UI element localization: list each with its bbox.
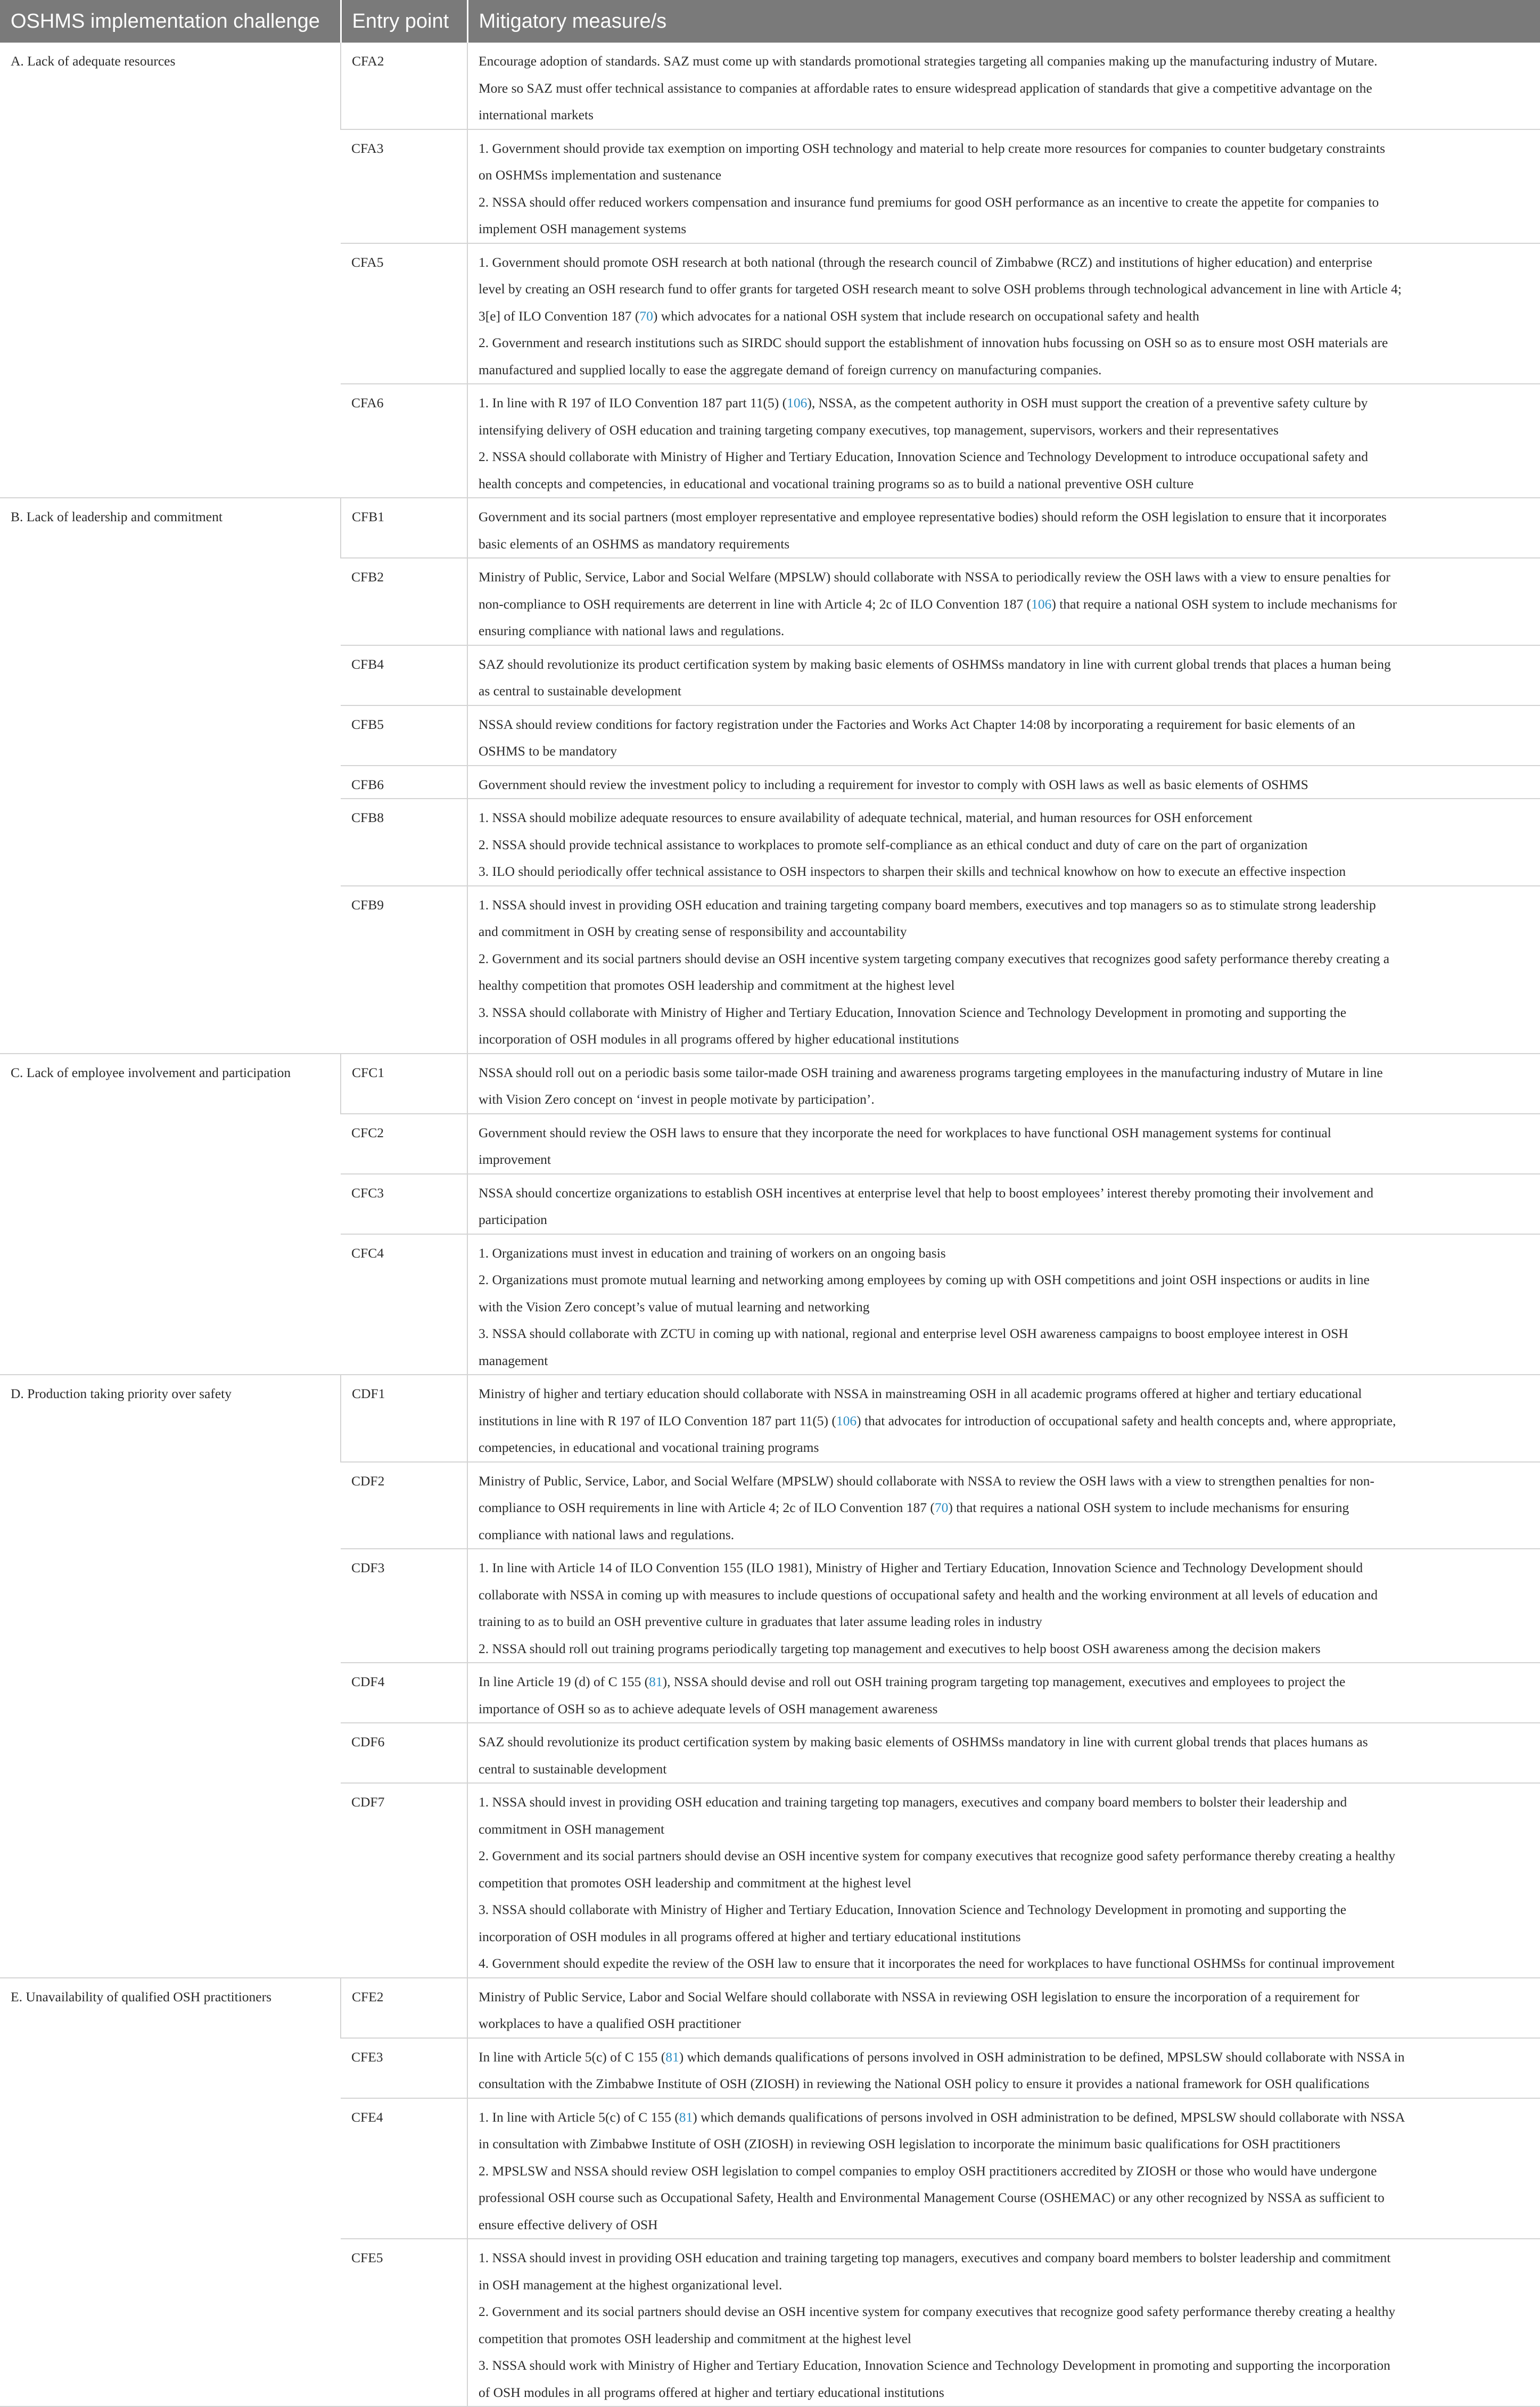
measure-text: competition that promotes OSH leadership and commitment at the highest level (479, 1875, 911, 1891)
measure-line (479, 771, 1534, 799)
challenge-cell: E. Unavailability of qualified OSH practitioners (0, 1978, 341, 2407)
measure-line (479, 2352, 1534, 2379)
measure-line (479, 804, 1534, 832)
measure-text: Government should review the investment policy to including a requirement for investor to comply with OSH laws as well as basic elements of OSHMS (479, 776, 1308, 792)
measure-text: 2. Government and its social partners should devise an OSH incentive system targeting company executives that recognizes good safety performance thereby creating a (479, 950, 1390, 966)
entry-point-cell: CFC4 (341, 1234, 467, 1375)
mitigatory-measure-cell (467, 498, 1540, 558)
measure-line (479, 357, 1534, 384)
measure-text: ), NSSA, as the competent authority in OSH must support the creation of a preventive safety culture by (807, 395, 1368, 410)
measure-text: incorporation of OSH modules in all programs offered at higher and tertiary educational institutions (479, 1928, 1021, 1944)
measure-line (479, 2326, 1534, 2353)
measure-line (479, 504, 1534, 531)
measure-line (479, 711, 1534, 738)
measure-text: ) that advocates for introduction of occupational safety and health concepts and, where appropriate, (857, 1412, 1396, 1428)
mitigatory-measure-cell (467, 1978, 1540, 2038)
measure-line (479, 1180, 1534, 1207)
mitigatory-measure-cell (467, 1723, 1540, 1783)
measure-line (479, 1729, 1534, 1756)
measure-line (479, 75, 1534, 102)
measure-line (479, 216, 1534, 243)
measure-text: 2. MPSLSW and NSSA should review OSH legislation to compel companies to employ OSH practitioners accredited by ZIOSH or those who would have undergone (479, 2163, 1377, 2179)
measure-line (479, 1555, 1534, 1582)
mitigatory-measure-cell (467, 645, 1540, 705)
measure-line (479, 1408, 1534, 1435)
measure-line (479, 591, 1534, 618)
measure-line (479, 918, 1534, 946)
entry-point-cell: CFC2 (341, 1114, 467, 1174)
reference-link[interactable]: 70 (934, 1500, 949, 1515)
measure-text: ) that require a national OSH system to include mechanisms for (1051, 596, 1397, 612)
measure-text: ), NSSA should devise and roll out OSH training program targeting top management, executives and employees to project the (662, 1674, 1346, 1689)
measure-text: 3. ILO should periodically offer technical assistance to OSH inspectors to sharpen their skills and technical knowhow on how to execute an effective inspection (479, 864, 1346, 879)
measure-line (479, 1434, 1534, 1461)
measure-line (479, 135, 1534, 162)
measure-text: NSSA should concertize organizations to establish OSH incentives at enterprise level that help to boost employees’ interest thereby promoting their involvement and (479, 1185, 1373, 1201)
measure-text: In line with Article 5(c) of C 155 ( (479, 2049, 666, 2065)
measure-line (479, 303, 1534, 330)
measure-line (479, 471, 1534, 498)
measure-text: competition that promotes OSH leadership and commitment at the highest level (479, 2330, 911, 2346)
entry-point-cell: CDF2 (341, 1462, 467, 1549)
mitigatory-measure-cell (467, 384, 1540, 498)
measure-line (479, 1522, 1534, 1549)
measure-text: Government should review the OSH laws to ensure that they incorporate the need for workplaces to have functional OSH management systems for continual (479, 1124, 1331, 1140)
measure-line (479, 1696, 1534, 1723)
challenge-cell: B. Lack of leadership and commitment (0, 498, 341, 1054)
entry-point-cell: CFB1 (341, 498, 467, 558)
header-challenge: OSHMS implementation challenge (0, 0, 341, 43)
measure-line (479, 738, 1534, 765)
measure-line (479, 1843, 1534, 1870)
reference-link[interactable]: 70 (639, 308, 653, 324)
measure-text: Ministry of Public, Service, Labor and Social Welfare (MPSLW) should collaborate with NSSA to periodically review the OSH laws with a view to ensure penalties for (479, 569, 1390, 585)
measure-line (479, 1206, 1534, 1234)
table-row (0, 498, 1540, 558)
measure-text: More so SAZ must offer technical assistance to companies at affordable rates to ensure widespread application of standards that give a competitive advantage on the (479, 80, 1372, 96)
measure-text: 1. NSSA should invest in providing OSH education and training targeting top managers, executives and company board members to bolster leadership and commitment (479, 2250, 1391, 2265)
measure-line (479, 892, 1534, 919)
reference-link[interactable]: 106 (1031, 596, 1052, 612)
mitigatory-measure-cell (467, 243, 1540, 384)
measure-text: 2. NSSA should provide technical assistance to workplaces to promote self-compliance as an ethical conduct and duty of care on the part of organization (479, 836, 1308, 852)
measure-text: 1. Government should provide tax exemption on importing OSH technology and material to help create more resources for companies to counter budgetary constraints (479, 140, 1386, 156)
measure-text: NSSA should review conditions for factory registration under the Factories and Works Act Chapter 14:08 by incorporating a requirement for basic elements of an (479, 716, 1355, 732)
measure-text: 2. NSSA should collaborate with Ministry of Higher and Tertiary Education, Innovation Science and Technology Development to introduce occupational safety and (479, 449, 1368, 464)
measure-line (479, 1059, 1534, 1087)
table-row (0, 1978, 1540, 2038)
entry-point-cell: CDF7 (341, 1783, 467, 1978)
measure-line (479, 1146, 1534, 1173)
measure-text: 3. NSSA should collaborate with Ministry of Higher and Tertiary Education, Innovation Science and Technology Development in promoting and supporting the (479, 1902, 1347, 1917)
mitigatory-measure-cell (467, 705, 1540, 766)
measure-text: Ministry of Public, Service, Labor, and Social Welfare (MPSLW) should collaborate with NSSA to review the OSH laws with a view to strengthen penalties for non- (479, 1473, 1374, 1489)
measure-line (479, 2010, 1534, 2038)
measure-line (479, 48, 1534, 75)
measure-text: 3. NSSA should work with Ministry of Higher and Tertiary Education, Innovation Science and Technology Development in promoting and supporting the incorporation (479, 2357, 1390, 2373)
entry-point-cell: CFB9 (341, 886, 467, 1054)
measure-line (479, 102, 1534, 129)
measure-text: ) which advocates for a national OSH system that include research on occupational safety and health (653, 308, 1199, 324)
measure-line (479, 2044, 1534, 2071)
reference-link[interactable]: 81 (665, 2049, 679, 2065)
measure-line (479, 1896, 1534, 1924)
measure-text: international markets (479, 107, 594, 122)
mitigatory-measure-cell (467, 886, 1540, 1054)
measure-line (479, 1320, 1534, 1348)
mitigatory-measure-cell (467, 558, 1540, 645)
entry-point-cell: CFE2 (341, 1978, 467, 2038)
measure-line (479, 2272, 1534, 2299)
entry-point-cell: CFB8 (341, 799, 467, 886)
measure-text: on OSHMSs implementation and sustenance (479, 167, 722, 183)
challenge-cell: D. Production taking priority over safety (0, 1375, 341, 1978)
header-entry-point: Entry point (341, 0, 467, 43)
measure-line (479, 858, 1534, 885)
measure-text: 2. NSSA should offer reduced workers compensation and insurance fund premiums for good OSH performance as an incentive to create the appetite for companies to (479, 194, 1379, 210)
measure-line (479, 1494, 1534, 1522)
measure-text: with Vision Zero concept on ‘invest in people motivate by participation’. (479, 1091, 875, 1107)
measure-text: non-compliance to OSH requirements are deterrent in line with Article 4; 2c of ILO Convention 187 ( (479, 596, 1032, 612)
table-header-row (0, 0, 1540, 43)
measure-text: 4. Government should expedite the review of the OSH law to ensure that it incorporates the need for workplaces to have functional OSHMSs for continual improvement (479, 1956, 1395, 1971)
mitigatory-measure-cell (467, 1375, 1540, 1462)
measure-line (479, 1026, 1534, 1053)
entry-point-cell: CFB6 (341, 766, 467, 799)
measure-text: institutions in line with R 197 of ILO Convention 187 part 11(5) ( (479, 1412, 836, 1428)
measure-text: 2. Government and research institutions such as SIRDC should support the establishment of innovation hubs focussing on OSH so as to ensure most OSH materials are (479, 335, 1388, 350)
measure-line (479, 1816, 1534, 1843)
table-row (0, 1054, 1540, 1114)
measure-text: Ministry of higher and tertiary education should collaborate with NSSA in mainstreaming OSH in all academic programs offered at higher and tertiary educational (479, 1386, 1362, 1401)
measure-text: 3[e] of ILO Convention 187 ( (479, 308, 640, 324)
measure-line (479, 417, 1534, 444)
measure-line (479, 999, 1534, 1026)
measure-text: commitment in OSH management (479, 1821, 665, 1837)
measure-text: 2. Government and its social partners should devise an OSH incentive system for company executives that recognize good safety performance thereby creating a healthy (479, 2304, 1396, 2319)
mitigatory-measure-cell (467, 43, 1540, 129)
mitigatory-measure-cell (467, 1549, 1540, 1663)
reference-link[interactable]: 81 (679, 2109, 693, 2125)
measure-text: 3. NSSA should collaborate with Ministry of Higher and Tertiary Education, Innovation Science and Technology Development in promoting and supporting the (479, 1004, 1347, 1020)
measure-text: ensure effective delivery of OSH (479, 2216, 658, 2232)
measure-text: OSHMS to be mandatory (479, 743, 617, 759)
table-body (0, 43, 1540, 2406)
measure-text: SAZ should revolutionize its product certification system by making basic elements of OSHMSs mandatory in line with current global trends that places humans as (479, 1734, 1368, 1749)
entry-point-cell: CFA2 (341, 43, 467, 129)
measure-text: importance of OSH so as to achieve adequate levels of OSH management awareness (479, 1700, 938, 1716)
mitigatory-measure-cell (467, 1054, 1540, 1114)
entry-point-cell: CFB5 (341, 705, 467, 766)
entry-point-cell: CDF3 (341, 1549, 467, 1663)
measure-line (479, 162, 1534, 189)
measure-text: compliance to OSH requirements in line with Article 4; 2c of ILO Convention 187 ( (479, 1500, 935, 1515)
measure-text: intensifying delivery of OSH education and training targeting company executives, top management, supervisors, workers and their representatives (479, 422, 1279, 438)
entry-point-cell: CFA6 (341, 384, 467, 498)
measure-text: 1. In line with R 197 of ILO Convention 187 part 11(5) ( (479, 395, 787, 410)
measure-line (479, 1348, 1534, 1375)
table-row (0, 43, 1540, 129)
measure-line (479, 832, 1534, 859)
entry-point-cell: CDF6 (341, 1723, 467, 1783)
measure-text: 2. Government and its social partners should devise an OSH incentive system for company executives that recognize good safety performance thereby creating a healthy (479, 1848, 1396, 1863)
measure-line (479, 2071, 1534, 2098)
measure-line (479, 2379, 1534, 2406)
measure-text: participation (479, 1212, 547, 1227)
challenge-cell: A. Lack of adequate resources (0, 43, 341, 498)
measure-line (479, 564, 1534, 591)
measure-text: 1. NSSA should invest in providing OSH education and training targeting company board members, executives and top managers so as to stimulate strong leadership (479, 897, 1376, 913)
measure-text: competencies, in educational and vocational training programs (479, 1440, 819, 1455)
measure-line (479, 531, 1534, 558)
mitigatory-measure-cell (467, 1783, 1540, 1978)
entry-point-cell: CFA3 (341, 129, 467, 243)
measure-line (479, 2212, 1534, 2239)
measure-text: of OSH modules in all programs offered at higher and tertiary educational institutions (479, 2384, 944, 2400)
measure-text: health concepts and competencies, in educational and vocational training programs so as to build a national preventive OSH culture (479, 475, 1194, 491)
mitigatory-measure-cell (467, 766, 1540, 799)
reference-link[interactable]: 106 (787, 395, 808, 410)
measure-line (479, 1608, 1534, 1636)
measure-text: manufactured and supplied locally to ease the aggregate demand of foreign currency on manufacturing companies. (479, 362, 1102, 377)
measure-text: as central to sustainable development (479, 683, 681, 699)
reference-link[interactable]: 81 (649, 1674, 663, 1689)
measure-line (479, 1086, 1534, 1113)
measure-text: Encourage adoption of standards. SAZ must come up with standards promotional strategies targeting all companies making up the manufacturing industry of Mutare. (479, 53, 1378, 69)
entry-point-cell: CFB4 (341, 645, 467, 705)
entry-point-cell: CDF1 (341, 1375, 467, 1462)
measure-line (479, 2158, 1534, 2185)
measure-line (479, 189, 1534, 216)
mitigatory-measure-cell (467, 2098, 1540, 2239)
measure-text: ensuring compliance with national laws and regulations. (479, 623, 785, 638)
entry-point-cell: CFC3 (341, 1174, 467, 1234)
entry-point-cell: CFB2 (341, 558, 467, 645)
entry-point-cell: CFC1 (341, 1054, 467, 1114)
measure-line (479, 1669, 1534, 1696)
measure-text: 1. Government should promote OSH research at both national (through the research council of Zimbabwe (RCZ) and institutions of higher education) and enterprise (479, 254, 1372, 270)
header-mitigatory-measures: Mitigatory measure/s (467, 0, 1540, 43)
measure-text: basic elements of an OSHMS as mandatory requirements (479, 536, 790, 552)
entry-point-cell: CFE5 (341, 2239, 467, 2406)
challenge-cell: C. Lack of employee involvement and participation (0, 1054, 341, 1375)
mitigatory-measure-cell (467, 1462, 1540, 1549)
measure-text: management (479, 1352, 548, 1368)
measure-text: 1. In line with Article 5(c) of C 155 ( (479, 2109, 679, 2125)
measure-text: training to as to build an OSH preventive culture in graduates that later assume leading roles in industry (479, 1614, 1042, 1629)
measure-text: healthy competition that promotes OSH leadership and commitment at the highest level (479, 977, 955, 993)
mitigatory-measure-cell (467, 2239, 1540, 2406)
measure-line (479, 1468, 1534, 1495)
table-row (0, 1375, 1540, 1462)
measure-line (479, 1950, 1534, 1977)
entry-point-cell: CFE3 (341, 2038, 467, 2098)
measure-text: professional OSH course such as Occupational Safety, Health and Environmental Management Course (OSHEMAC) or any other recognized by NSSA as sufficient to (479, 2190, 1385, 2205)
measure-line (479, 1381, 1534, 1408)
measure-line (479, 2104, 1534, 2131)
measure-text: ) which demands qualifications of persons involved in OSH administration to be defined, MPSLSW should collaborate with NSSA in (679, 2049, 1405, 2065)
measure-text: 1. NSSA should mobilize adequate resources to ensure availability of adequate technical, material, and human resources for OSH enforcement (479, 810, 1253, 825)
measure-line (479, 1756, 1534, 1783)
measure-line (479, 330, 1534, 357)
measure-text: 1. NSSA should invest in providing OSH education and training targeting top managers, executives and company board members to bolster their leadership and (479, 1794, 1347, 1810)
measure-text: 2. NSSA should roll out training programs periodically targeting top management and executives to help boost OSH awareness among the decision makers (479, 1640, 1321, 1656)
measure-text: In line Article 19 (d) of C 155 ( (479, 1674, 649, 1689)
measure-line (479, 249, 1534, 276)
measure-line (479, 972, 1534, 999)
measure-line (479, 1294, 1534, 1321)
measure-text: in consultation with Zimbabwe Institute of OSH (ZIOSH) in reviewing OSH legislation to incorporate the minimum basic qualifications for OSH practitioners (479, 2136, 1340, 2151)
measure-text: ) which demands qualifications of persons involved in OSH administration to be defined, MPSLSW should collaborate with NSSA (693, 2109, 1405, 2125)
measure-text: workplaces to have a qualified OSH practitioner (479, 2016, 741, 2031)
measure-text: Ministry of Public Service, Labor and Social Welfare should collaborate with NSSA in reviewing OSH legislation to ensure the incorporation of a requirement for (479, 1989, 1360, 2005)
measure-text: central to sustainable development (479, 1761, 667, 1777)
measure-line (479, 1636, 1534, 1663)
measure-text: Government and its social partners (most employer representative and employee representative bodies) should reform the OSH legislation to ensure that it incorporates (479, 509, 1387, 524)
measure-text: 3. NSSA should collaborate with ZCTU in coming up with national, regional and enterprise level OSH awareness campaigns to boost employee interest in OSH (479, 1326, 1348, 1341)
mitigatory-measure-cell (467, 1114, 1540, 1174)
measure-text: and commitment in OSH by creating sense of responsibility and accountability (479, 924, 907, 939)
measure-text: with the Vision Zero concept’s value of mutual learning and networking (479, 1299, 870, 1315)
measure-line (479, 1240, 1534, 1267)
measure-line (479, 390, 1534, 417)
measure-text: level by creating an OSH research fund to offer grants for targeted OSH research meant to solve OSH problems through technological advancement in line with Article 4; (479, 281, 1402, 297)
measure-text: 1. Organizations must invest in education and training of workers on an ongoing basis (479, 1245, 946, 1261)
measure-text: improvement (479, 1152, 551, 1167)
mitigatory-measure-cell (467, 799, 1540, 886)
entry-point-cell: CFE4 (341, 2098, 467, 2239)
measure-text: NSSA should roll out on a periodic basis some tailor-made OSH training and awareness programs targeting employees in the manufacturing industry of Mutare in line (479, 1064, 1383, 1080)
measure-line (479, 1267, 1534, 1294)
entry-point-cell: CDF4 (341, 1663, 467, 1723)
measure-line (479, 1789, 1534, 1816)
mitigatory-measure-cell (467, 1663, 1540, 1723)
measure-text: incorporation of OSH modules in all programs offered by higher educational institutions (479, 1031, 959, 1047)
measure-line (479, 946, 1534, 973)
measure-text: consultation with the Zimbabwe Institute of OSH (ZIOSH) in reviewing the National OSH policy to ensure it provides a national framework for OSH qualifications (479, 2076, 1370, 2091)
measure-text: in OSH management at the highest organizational level. (479, 2277, 783, 2293)
mitigatory-measure-cell (467, 129, 1540, 243)
measure-line (479, 443, 1534, 471)
measure-line (479, 1120, 1534, 1147)
measure-text: 2. Organizations must promote mutual learning and networking among employees by coming up with OSH competitions and joint OSH inspections or audits in line (479, 1272, 1370, 1287)
measure-text: implement OSH management systems (479, 221, 687, 236)
measure-line (479, 1924, 1534, 1951)
measure-line (479, 1984, 1534, 2011)
measure-line (479, 276, 1534, 303)
measure-line (479, 2298, 1534, 2326)
measure-text: 1. In line with Article 14 of ILO Convention 155 (ILO 1981), Ministry of Higher and Tertiary Education, Innovation Science and Technology Development should (479, 1560, 1363, 1575)
reference-link[interactable]: 106 (836, 1412, 857, 1428)
measure-text: SAZ should revolutionize its product certification system by making basic elements of OSHMSs mandatory in line with current global trends that places a human being (479, 656, 1391, 672)
measure-line (479, 1582, 1534, 1609)
entry-point-cell: CFA5 (341, 243, 467, 384)
measure-line (479, 651, 1534, 678)
mitigatory-measure-cell (467, 1174, 1540, 1234)
measure-line (479, 2131, 1534, 2158)
measure-line (479, 618, 1534, 645)
mitigatory-measure-cell (467, 2038, 1540, 2098)
measure-text: compliance with national laws and regulations. (479, 1526, 735, 1542)
measure-line (479, 2184, 1534, 2212)
mitigatory-measure-cell (467, 1234, 1540, 1375)
measure-text: collaborate with NSSA in coming up with measures to include questions of occupational safety and health and the working environment at all levels of education and (479, 1587, 1378, 1603)
measure-line (479, 2245, 1534, 2272)
measure-line (479, 678, 1534, 705)
measure-text: ) that requires a national OSH system to include mechanisms for ensuring (948, 1500, 1349, 1515)
measure-line (479, 1870, 1534, 1897)
